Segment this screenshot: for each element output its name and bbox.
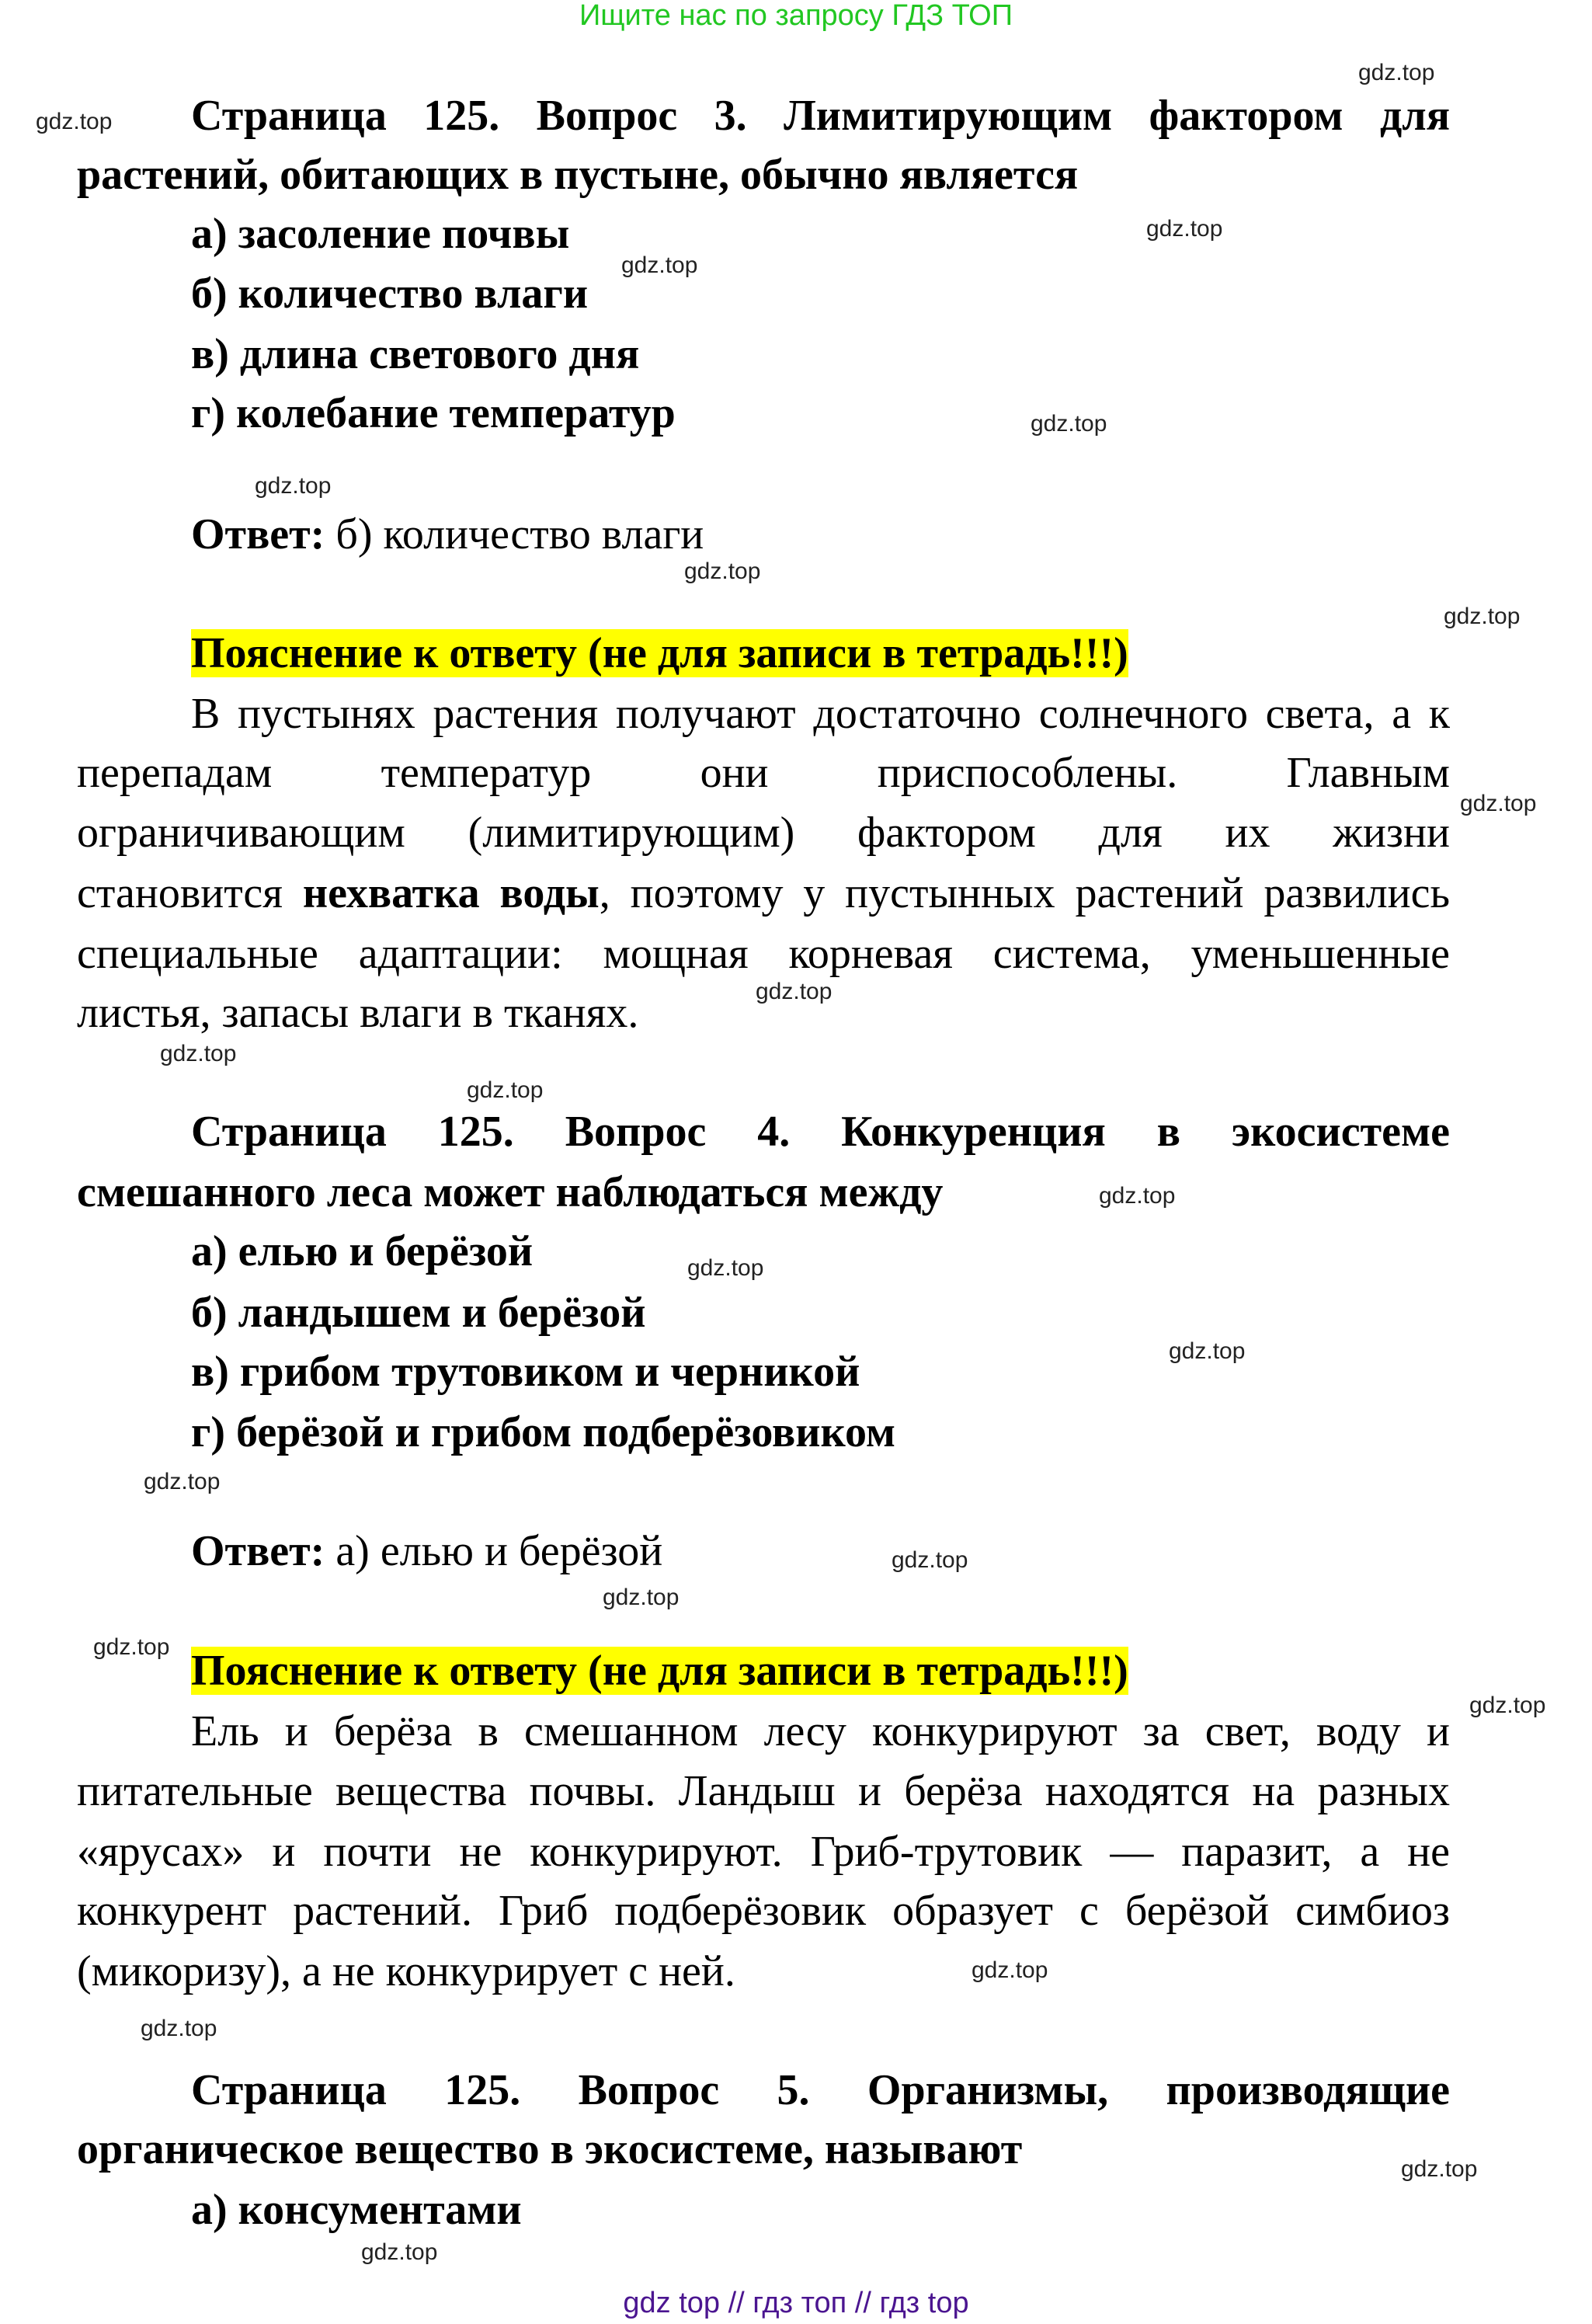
q3-option-b: б) количество влаги — [191, 270, 589, 318]
q4-explanation-line: «ярусах» и почти не конкурируют. Гриб-трутовик — паразит, а не — [77, 1828, 1450, 1876]
q3-explanation-line: перепадам температур они приспособлены. Главным — [77, 749, 1450, 797]
q3-option-d: г) колебание температур — [191, 389, 676, 437]
q3-answer-text: б) количество влаги — [325, 510, 704, 558]
text: , поэтому у пустынных растений развились — [599, 869, 1451, 917]
q4-answer-text: а) елью и берёзой — [325, 1527, 663, 1575]
watermark: gdz.top — [361, 2239, 438, 2265]
q3-explanation-line — [77, 869, 1451, 917]
watermark: gdz.top — [684, 558, 761, 584]
watermark: gdz.top — [1146, 216, 1223, 242]
watermark: gdz.top — [144, 1469, 221, 1494]
q3-heading-line-2: растений, обитающих в пустыне, обычно является — [77, 151, 1079, 199]
q3-option-c: в) длина светового дня — [191, 330, 640, 378]
q5-option-a: а) консументами — [191, 2186, 522, 2234]
q4-option-b: б) ландышем и берёзой — [191, 1289, 646, 1337]
watermark: gdz.top — [1401, 2156, 1478, 2182]
q4-heading-line-1: Страница 125. Вопрос 4. Конкуренция в экосистеме — [191, 1108, 1450, 1156]
q4-option-d: г) берёзой и грибом подберёзовиком — [191, 1408, 896, 1456]
watermark: gdz.top — [892, 1547, 968, 1573]
q4-explanation-line: (микоризу), а не конкурирует с ней. — [77, 1947, 735, 1995]
watermark: gdz.top — [1169, 1338, 1246, 1364]
watermark: gdz.top — [141, 2016, 217, 2041]
watermark: gdz.top — [1358, 60, 1435, 85]
watermark: gdz.top — [756, 979, 832, 1004]
q4-option-c: в) грибом трутовиком и черникой — [191, 1348, 860, 1396]
q3-answer — [191, 510, 704, 558]
q3-explanation-line: ограничивающим (лимитирующим) фактором для их жизни — [77, 809, 1450, 857]
watermark: gdz.top — [687, 1255, 764, 1281]
search-banner[interactable]: Ищите нас по запросу ГДЗ ТОП — [579, 0, 1013, 32]
watermark: gdz.top — [1031, 411, 1107, 437]
q3-heading-line-1: Страница 125. Вопрос 3. Лимитирующим фактором для — [191, 92, 1450, 140]
footer-links[interactable]: gdz top // гдз топ // гдз top — [623, 2287, 969, 2319]
text: становится — [77, 869, 303, 917]
q3-explanation-line: В пустынях растения получают достаточно солнечного света, а к — [191, 690, 1450, 738]
q5-heading-line-1: Страница 125. Вопрос 5. Организмы, производящие — [191, 2066, 1450, 2114]
q3-explanation-line: специальные адаптации: мощная корневая система, уменьшенные — [77, 930, 1450, 978]
watermark: gdz.top — [160, 1041, 237, 1066]
answer-label: Ответ: — [191, 510, 325, 558]
watermark: gdz.top — [1460, 791, 1537, 816]
q3-explanation-line: листья, запасы влаги в тканях. — [77, 989, 639, 1037]
q4-explanation-line: Ель и берёза в смешанном лесу конкурируют за свет, воду и — [191, 1707, 1450, 1755]
q4-explanation-line: конкурент растений. Гриб подберёзовик образует с берёзой симбиоз — [77, 1887, 1450, 1935]
watermark: gdz.top — [603, 1585, 680, 1610]
bold-emphasis: нехватка воды — [302, 869, 600, 917]
answer-label: Ответ: — [191, 1527, 325, 1575]
watermark: gdz.top — [36, 109, 113, 134]
watermark: gdz.top — [1099, 1183, 1176, 1209]
watermark: gdz.top — [1469, 1693, 1546, 1718]
q3-option-a: а) засоление почвы — [191, 210, 570, 258]
q5-heading-line-2: органическое вещество в экосистеме, называют — [77, 2125, 1023, 2173]
explanation-heading-highlight: Пояснение к ответу (не для записи в тетрадь!!!) — [191, 629, 1128, 677]
q4-explanation-line: питательные вещества почвы. Ландыш и берёза находятся на разных — [77, 1767, 1450, 1815]
q4-option-a: а) елью и берёзой — [191, 1227, 534, 1275]
watermark: gdz.top — [972, 1957, 1048, 1983]
q4-heading-line-2: смешанного леса может наблюдаться между — [77, 1168, 944, 1216]
q4-explanation-heading — [191, 1649, 1128, 1693]
watermark: gdz.top — [1444, 604, 1521, 629]
explanation-heading-highlight: Пояснение к ответу (не для записи в тетрадь!!!) — [191, 1647, 1128, 1695]
watermark: gdz.top — [255, 473, 332, 499]
watermark: gdz.top — [93, 1634, 170, 1660]
watermark: gdz.top — [621, 252, 698, 278]
q3-explanation-heading — [191, 631, 1128, 675]
q4-answer — [191, 1529, 662, 1573]
watermark: gdz.top — [467, 1077, 544, 1103]
